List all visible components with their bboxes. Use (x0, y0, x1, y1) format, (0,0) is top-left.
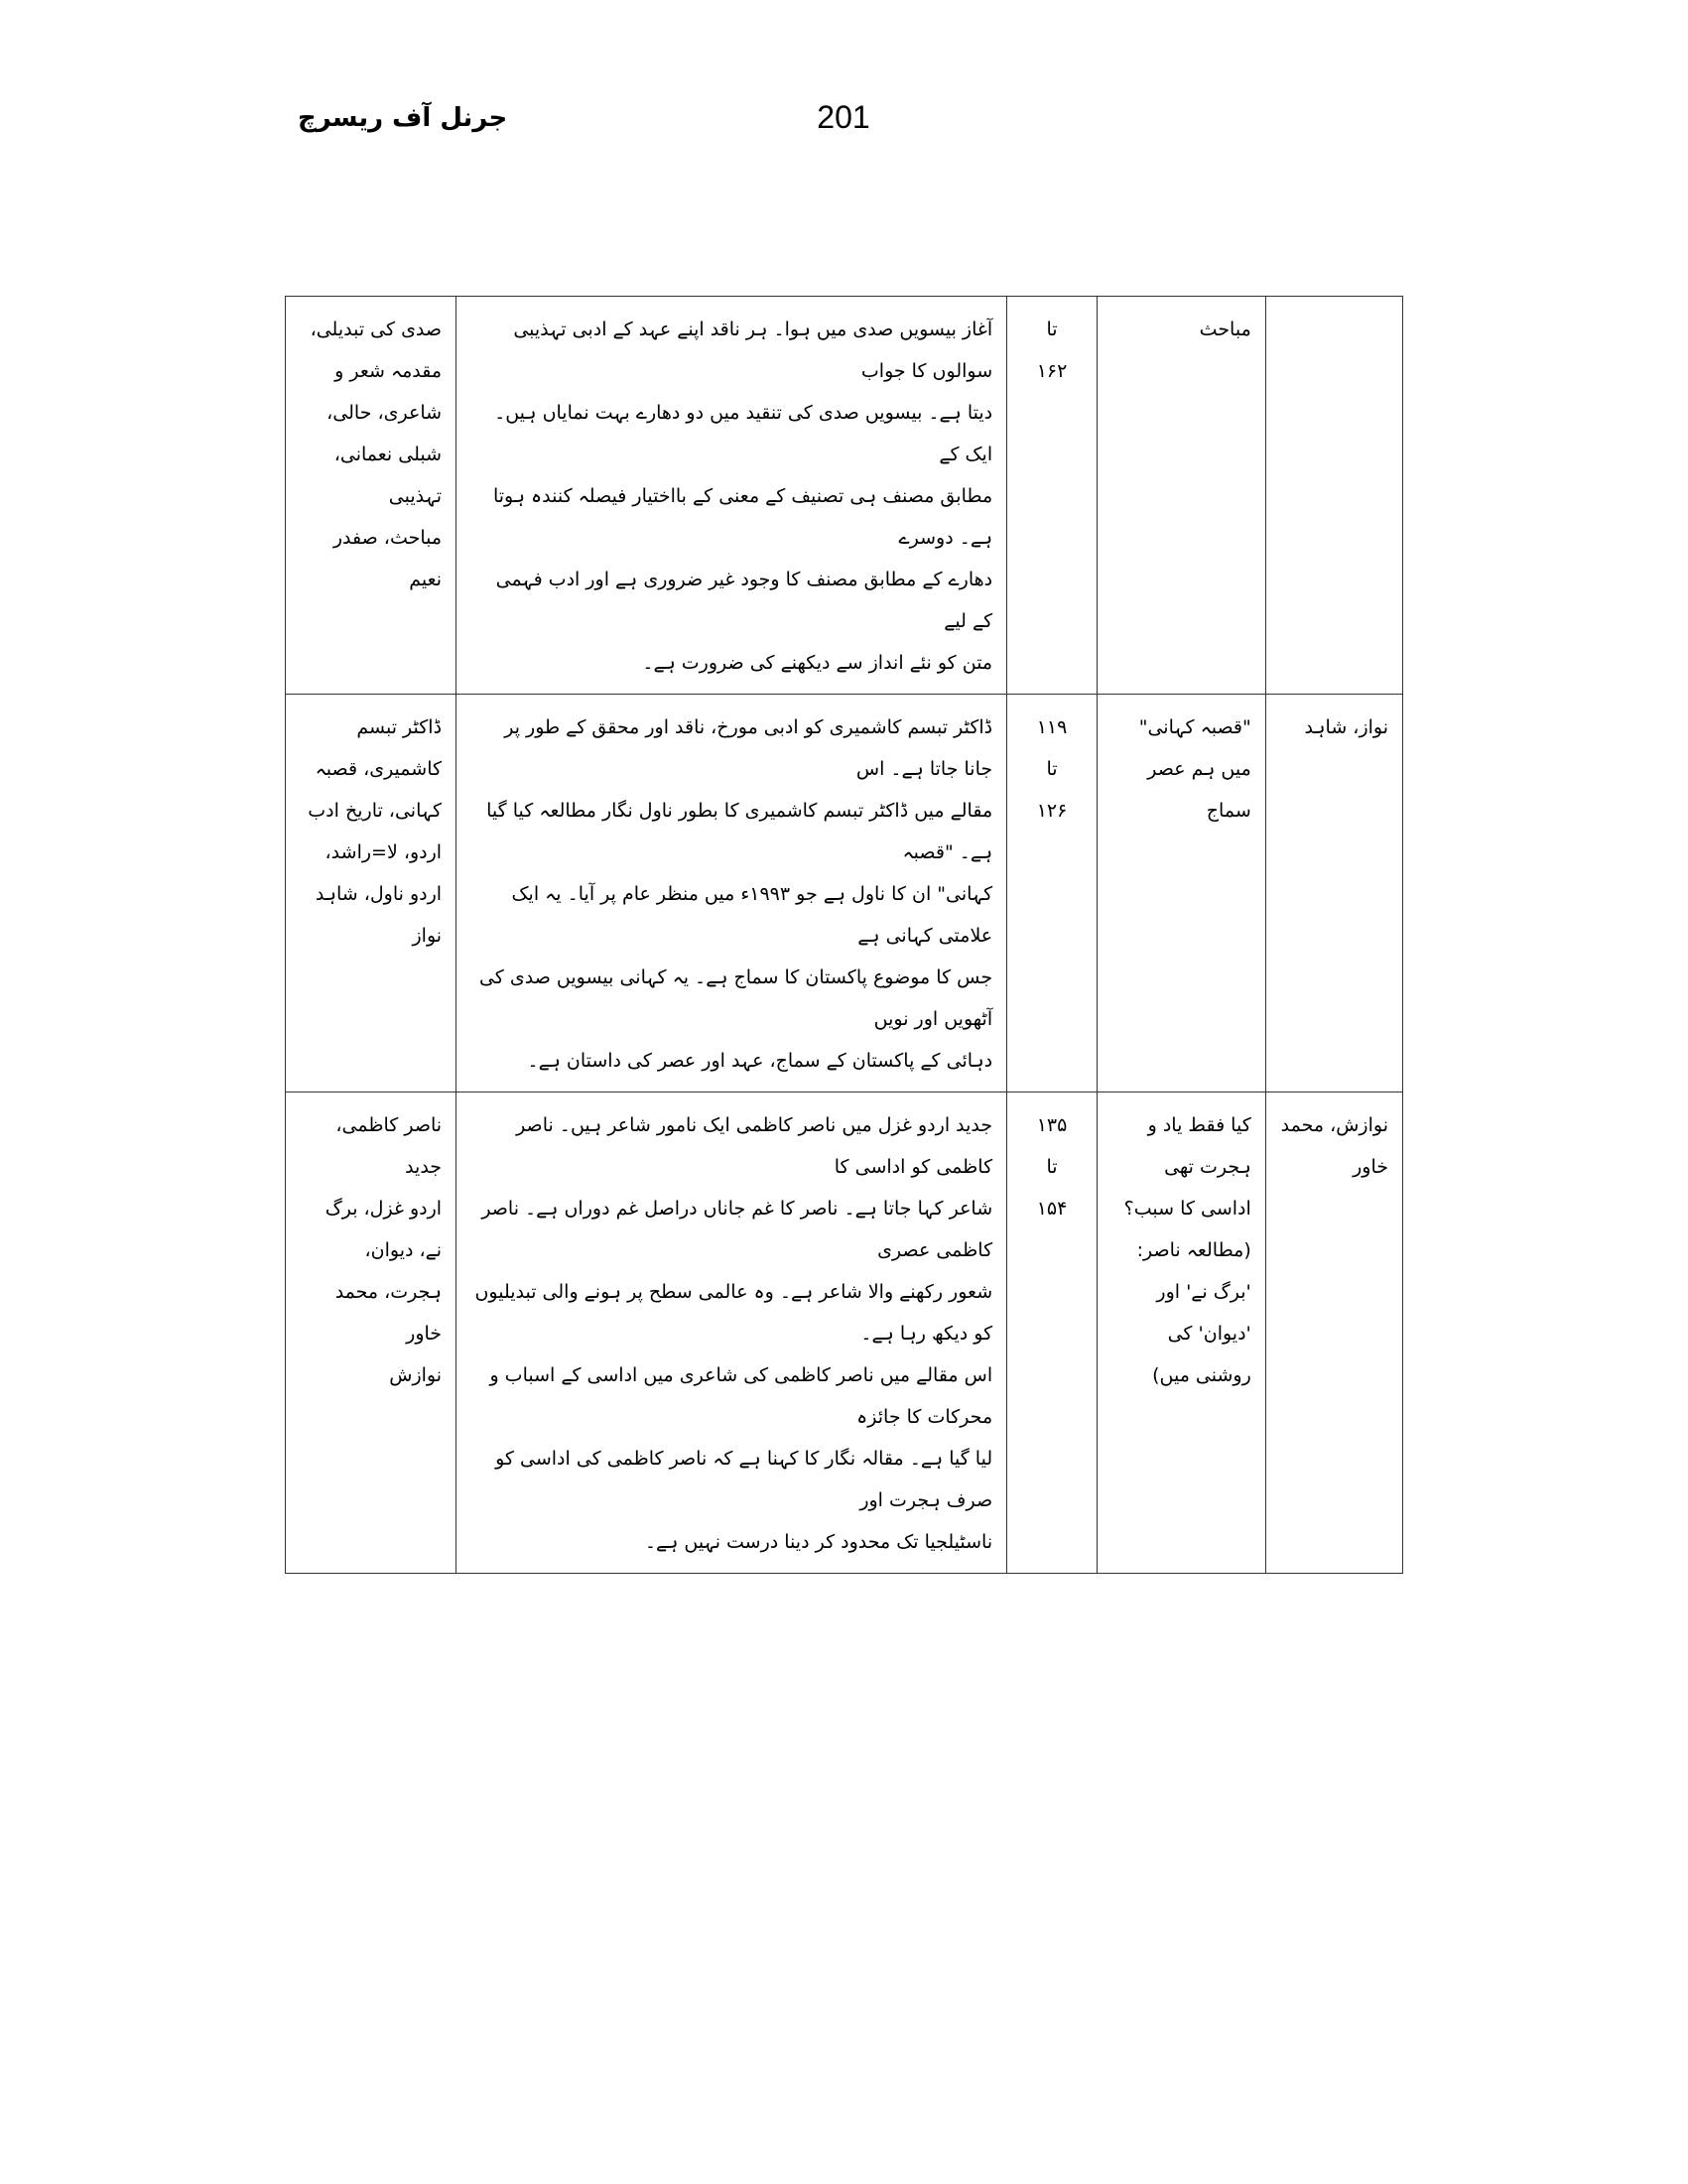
summary-line: آغاز بیسویں صدی میں ہوا۔ ہر ناقد اپنے عہد کے ادبی تہذیبی سوالوں کا جواب (513, 319, 993, 382)
summary-cell (456, 695, 1007, 1092)
title-cell (1097, 695, 1265, 1092)
keywords-line: نے، دیوان، (364, 1239, 443, 1261)
keywords-line: اردو غزل، برگ (325, 1198, 443, 1220)
references-table (285, 296, 1403, 1574)
summary-line: جدید اردو غزل میں ناصر کاظمی ایک نامور شاعر ہیں۔ ناصر کاظمی کو اداسی کا (516, 1114, 993, 1178)
summary-line: دہائی کے پاکستان کے سماج، عہد اور عصر کی داستان ہے۔ (527, 1050, 993, 1072)
pages-line: تا (1046, 1156, 1058, 1178)
keywords-line: مباحث، صفدر نعیم (332, 527, 443, 590)
keywords-line: ڈاکٹر تبسم (356, 716, 443, 738)
summary-line: مطابق مصنف ہی تصنیف کے معنی کے بااختیار فیصلہ کنندہ ہوتا ہے۔ دوسرے (492, 485, 993, 549)
keywords-cell (286, 695, 456, 1092)
keywords-line: شبلی نعمانی، تہذیبی (333, 444, 443, 507)
pages-line: ۱۵۴ (1036, 1198, 1068, 1220)
title-cell (1097, 297, 1265, 695)
pages-line: تا (1046, 758, 1058, 780)
keywords-line: اردو ناول، شاہد (315, 883, 443, 905)
author-text: نواز، شاہد (1304, 716, 1388, 738)
summary-cell (456, 297, 1007, 695)
author-text: نوازش، محمد خاور (1280, 1114, 1388, 1178)
summary-line: جس کا موضوع پاکستان کا سماج ہے۔ یہ کہانی بیسویں صدی کی آٹھویں اور نویں (478, 966, 993, 1030)
pages-cell (1007, 1092, 1098, 1574)
table-row (286, 297, 1403, 695)
keywords-line: نوازش (389, 1364, 443, 1386)
keywords-line: ہجرت، محمد خاور (334, 1281, 443, 1345)
pages-cell (1007, 297, 1098, 695)
summary-line: شاعر کہا جاتا ہے۔ ناصر کا غم جاناں دراصل غم دوراں ہے۔ ناصر کاظمی عصری (481, 1198, 993, 1261)
title-cell (1097, 1092, 1265, 1574)
keywords-line: اردو، لا=راشد، (325, 841, 443, 863)
title-text: کیا فقط یاد و ہجرت تھی اداسی کا سبب؟ (مطالعہ ناصر: 'برگ نے' اور 'دیوان' کی روشنی میں) (1123, 1114, 1251, 1386)
title-text: "قصبہ کہانی" میں ہم عصر سماج (1138, 716, 1251, 822)
summary-line: ڈاکٹر تبسم کاشمیری کو ادبی مورخ، ناقد اور محقق کے طور پر جانا جاتا ہے۔ اس (504, 716, 993, 780)
summary-line: اس مقالے میں ناصر کاظمی کی شاعری میں اداسی کے اسباب و محرکات کا جائزہ (489, 1364, 993, 1428)
keywords-line: شاعری، حالی، (326, 402, 443, 424)
keywords-cell (286, 1092, 456, 1574)
summary-line: ناسٹیلجیا تک محدود کر دینا درست نہیں ہے۔ (644, 1531, 993, 1553)
summary-line: متن کو نئے انداز سے دیکھنے کی ضرورت ہے۔ (642, 652, 993, 674)
author-cell (1265, 1092, 1402, 1574)
keywords-line: کہانی، تاریخ ادب (308, 800, 443, 822)
pages-line: ۱۲۶ (1036, 800, 1068, 822)
keywords-line: کاشمیری، قصبہ (315, 758, 443, 780)
summary-cell (456, 1092, 1007, 1574)
keywords-line: نواز (412, 925, 443, 947)
title-text: مباحث (1199, 319, 1251, 340)
pages-line: تا (1046, 319, 1058, 340)
summary-line: دھارے کے مطابق مصنف کا وجود غیر ضروری ہے اور ادب فہمی کے لیے (495, 569, 993, 632)
pages-cell (1007, 695, 1098, 1092)
pages-line: ۱۳۵ (1036, 1114, 1068, 1136)
pages-line: ۱۱۹ (1036, 716, 1068, 738)
page-number: 201 (817, 99, 870, 135)
keywords-cell (286, 297, 456, 695)
pages-line: ۱۶۲ (1036, 360, 1068, 382)
keywords-line: ناصر کاظمی، جدید (335, 1114, 443, 1178)
summary-line: شعور رکھنے والا شاعر ہے۔ وہ عالمی سطح پر ہونے والی تبدیلیوں کو دیکھ رہا ہے۔ (474, 1281, 993, 1345)
author-cell (1265, 297, 1402, 695)
author-cell (1265, 695, 1402, 1092)
table-row (286, 1092, 1403, 1574)
keywords-line: صدی کی تبدیلی، (310, 319, 443, 340)
summary-line: دیتا ہے۔ بیسویں صدی کی تنقید میں دو دھارے بہت نمایاں ہیں۔ ایک کے (494, 402, 993, 465)
journal-title: جرنل آف ریسرچ (298, 103, 508, 133)
summary-line: مقالے میں ڈاکٹر تبسم کاشمیری کا بطور ناول نگار مطالعہ کیا گیا ہے۔ "قصبہ (486, 800, 993, 863)
keywords-line: مقدمہ شعر و (334, 360, 443, 382)
table-row (286, 695, 1403, 1092)
summary-line: لیا گیا ہے۔ مقالہ نگار کا کہنا ہے کہ ناصر کاظمی کی اداسی کو صرف ہجرت اور (495, 1448, 993, 1511)
summary-line: کہانی" ان کا ناول ہے جو ۱۹۹۳ء میں منظر عام پر آیا۔ یہ ایک علامتی کہانی ہے (511, 883, 993, 947)
